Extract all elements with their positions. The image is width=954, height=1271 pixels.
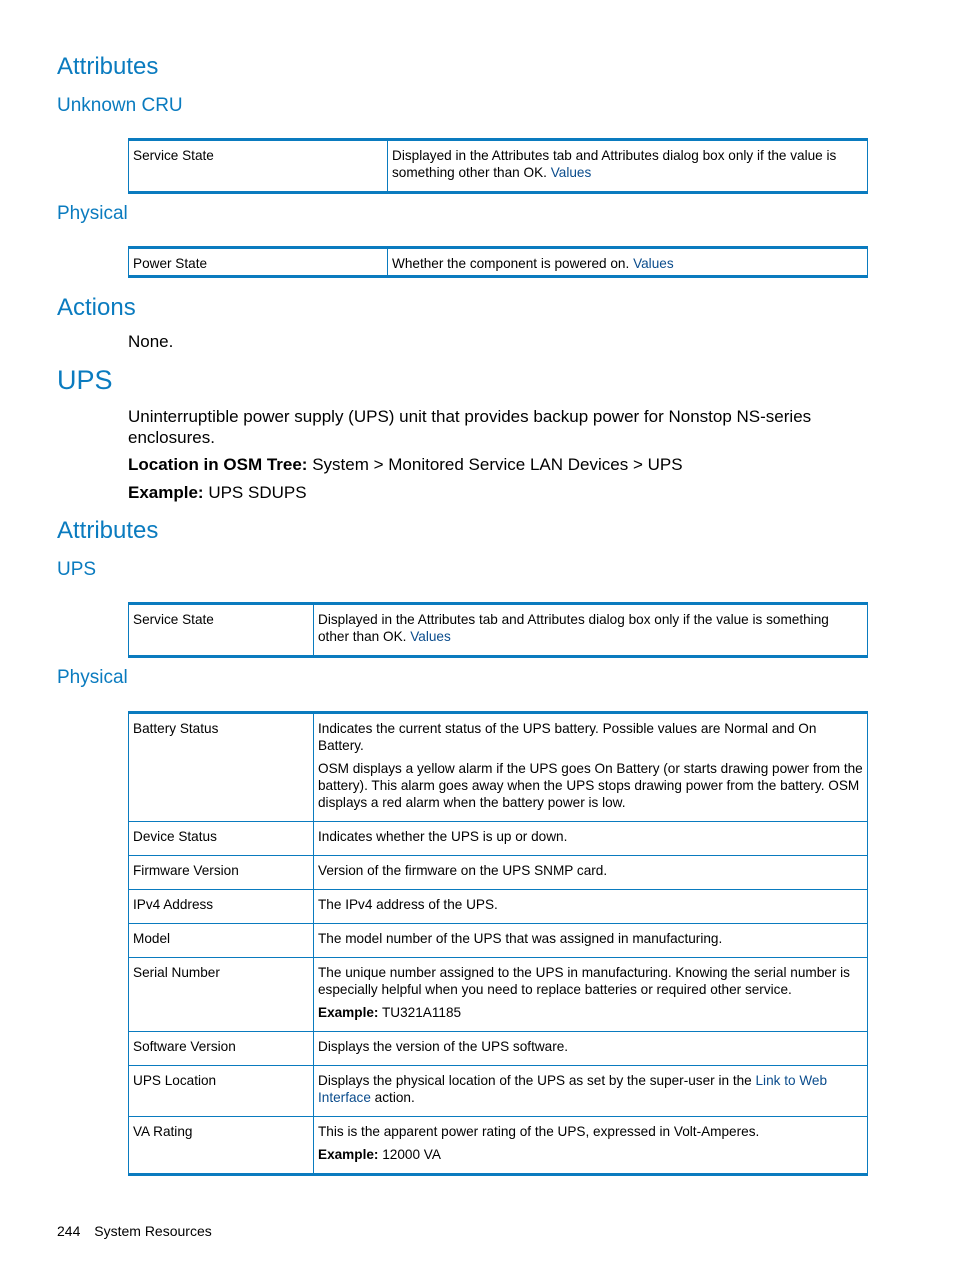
unknown-cru-table [128, 138, 868, 194]
attribute-description: The model number of the UPS that was assigned in manufacturing. [314, 924, 868, 958]
table-row [129, 958, 868, 1032]
values-link[interactable]: Values [410, 629, 451, 644]
values-link[interactable]: Values [633, 256, 674, 271]
actions-text: None. [128, 332, 174, 351]
attribute-description: The IPv4 address of the UPS. [314, 890, 868, 924]
attribute-name: VA Rating [129, 1117, 314, 1175]
example-line [128, 482, 307, 503]
serial-desc: The unique number assigned to the UPS in manufacturing. Knowing the serial number is especially helpful when you need to replace batteries or required other service. [318, 965, 850, 997]
attribute-name: IPv4 Address [129, 890, 314, 924]
ups-intro: Uninterruptible power supply (UPS) unit that provides backup power for Nonstop NS-series enclosures. [128, 407, 812, 447]
attribute-description: Displays the version of the UPS software. [314, 1032, 868, 1066]
attribute-name: Device Status [129, 822, 314, 856]
attribute-description: Displays the physical location of the UPS as set by the super-user in the Link to Web Interface action. [314, 1066, 868, 1117]
table-row [129, 713, 868, 822]
actions-heading: Actions [57, 294, 136, 321]
physical-table [128, 246, 868, 278]
page-number: 244 [57, 1223, 81, 1239]
battery-desc-2: OSM displays a yellow alarm if the UPS goes On Battery (or starts drawing power from the battery). This alarm goes away when the UPS stops drawing power from the battery. OSM displays a red alarm when the battery power is low. [318, 761, 863, 810]
location-line [128, 454, 683, 475]
table-row [129, 890, 868, 924]
attribute-description: Displayed in the Attributes tab and Attributes dialog box only if the value is something other than OK. Values [388, 140, 868, 193]
table-row [129, 604, 868, 657]
attribute-name: Service State [129, 140, 388, 193]
attribute-description: Displayed in the Attributes tab and Attributes dialog box only if the value is something other than OK. Values [314, 604, 868, 657]
attribute-name: Software Version [129, 1032, 314, 1066]
table-row [129, 856, 868, 890]
battery-desc-1: Indicates the current status of the UPS battery. Possible values are Normal and On Battery. [318, 721, 817, 753]
attribute-name: Model [129, 924, 314, 958]
attributes-heading: Attributes [57, 53, 159, 80]
attribute-description [314, 958, 868, 1032]
ups-heading: UPS [57, 365, 113, 395]
location-label: Location in OSM Tree: [128, 455, 308, 474]
table-row [129, 140, 868, 193]
physical-heading-2: Physical [57, 667, 128, 688]
table-row [129, 924, 868, 958]
values-link[interactable]: Values [550, 165, 592, 180]
footer-section: System Resources [94, 1223, 212, 1239]
attribute-description [314, 1117, 868, 1175]
attribute-name: Battery Status [129, 713, 314, 822]
table-row [129, 822, 868, 856]
table-row [129, 1066, 868, 1117]
table-row [129, 1032, 868, 1066]
attribute-description [314, 713, 868, 822]
attribute-name: UPS Location [129, 1066, 314, 1117]
ups-attributes-table [128, 602, 868, 658]
table-row [129, 248, 868, 277]
attribute-description: Indicates whether the UPS is up or down. [314, 822, 868, 856]
example-value: UPS SDUPS [203, 483, 307, 502]
attribute-name: Power State [129, 248, 388, 277]
example-label: Example: [128, 483, 204, 502]
attribute-description: Version of the firmware on the UPS SNMP card. [314, 856, 868, 890]
attribute-name: Firmware Version [129, 856, 314, 890]
serial-example: Example: TU321A1185 [318, 1005, 462, 1020]
location-value: System > Monitored Service LAN Devices > UPS [307, 455, 683, 474]
attribute-name: Service State [129, 604, 314, 657]
table-row [129, 1117, 868, 1175]
attribute-name: Serial Number [129, 958, 314, 1032]
attributes-heading-2: Attributes [57, 517, 159, 544]
unknown-cru-heading: Unknown CRU [57, 95, 183, 116]
va-example: Example: 12000 VA [318, 1147, 441, 1162]
page-footer [57, 1223, 222, 1239]
physical-heading: Physical [57, 203, 128, 224]
ups-subheading: UPS [57, 559, 97, 580]
va-desc: This is the apparent power rating of the UPS, expressed in Volt-Amperes. [318, 1124, 760, 1139]
attribute-description: Whether the component is powered on. Values [388, 248, 868, 277]
link-to-web-interface-link[interactable]: Link to Web Interface [318, 1073, 828, 1105]
ups-physical-table [128, 711, 868, 1176]
